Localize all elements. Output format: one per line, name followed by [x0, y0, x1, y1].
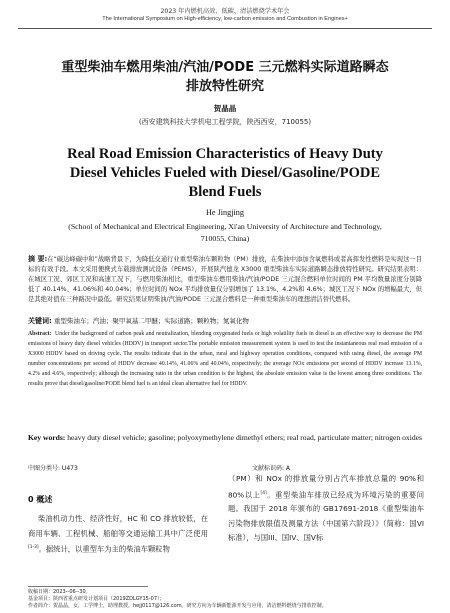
abstract-en-text: Under the background of carbon peak and neutralization, blending oxygenated fuels or high volatility fuels in diesel is an effective way to decrease the PM emissions of heavy duty diesel vehicles (HDDV) in transport sector.The portable emission measurement system is used to test the instantaneous real road emission of a X3000 HDDV based on driving cycle. The results indicate that in the urban, rural and highway operation conditions, compared with using diesel, the average PM number concentrations per second of HDDV decrease 40.14%, 41.06% and 40.04%, respectively; the average NOx emissions per second of HDDV increase 13.1%, 4.2% and 4.6%, respectively; although the increasing ratio in the urban condition is the highest, the absolute emission value is the lowest among three conditions. The results prove that diesel/gasoline/PODE blend fuel is an ideal clean alternative fuel for HDDV. [28, 331, 422, 387]
clc-number: 中图分类号: U473 [28, 465, 78, 472]
title-cn [60, 58, 390, 96]
body-left-tail: 。据统计，以重型车为主的柴油车颗粒物 [38, 544, 170, 554]
body-right-tail: 。重型柴油车排放已经成为环境污染的重要问题。我国于 2018 年颁布的 GB17691-2018《重型柴油车污染物排放限值及测量方法（中国第六阶段）》（简称：国VI标准），与国III、国IV、国V标 [228, 489, 424, 543]
header-rule [18, 28, 432, 29]
affiliation-en-line1: (School of Mechanical and Electrical Engineering, Xi'an University of Architecture and Technology, [68, 222, 382, 231]
affiliation-cn: (西安建筑科技大学机电工程学院，陕西西安，710055) [138, 118, 312, 126]
citation-right: [4] [260, 490, 267, 496]
footnote-author: 作者简介：贺晶晶，女，工学博士，助理教授，hejj0117@126.com。研究方向为车辆新能源开发与应用，清洁燃料燃烧与排放控制。 [28, 603, 327, 609]
body-column-right [228, 472, 424, 546]
keywords-en [28, 432, 422, 444]
author-en: He Jingjing [206, 208, 244, 217]
body-left-text: 柴油机动力性、经济性好，HC 和 CO 排放较低，在商用车辆、工程机械、船舶等交通运输工具中广泛使用 [28, 514, 208, 538]
section-heading: 0 概述 [28, 495, 53, 504]
title-en-line3: Blend Fuels [188, 184, 262, 200]
document-code: 文献标识码: A [252, 465, 291, 472]
abstract-en [28, 330, 422, 389]
abstract-en-label: Abstract: [28, 331, 52, 337]
title-en-line2: Diesel Vehicles Fueled with Diesel/Gasoline/PODE [69, 165, 381, 181]
keywords-cn-text: 重型柴油车；汽油；聚甲氧基二甲醚；实际道路；颗粒物；氮氧化物 [53, 317, 249, 325]
citation-left: [1-3] [28, 545, 39, 550]
footnote-rule [28, 586, 148, 587]
body-column-left [28, 512, 208, 557]
keywords-cn-label: 关键词: [28, 317, 52, 325]
abstract-cn [28, 254, 422, 305]
author-cn: 贺晶晶 [213, 104, 237, 113]
title-en [50, 145, 400, 202]
keywords-cn [28, 316, 422, 326]
title-en-line1: Real Road Emission Characteristics of Heavy Duty [67, 146, 383, 162]
conference-header-en: The International Symposium on High-efficiency, low-carbon emission and Combustion in Engines+ [102, 16, 348, 22]
affiliation-en [40, 221, 410, 245]
title-cn-line1: 重型柴油车燃用柴油/汽油/PODE 三元燃料实际道路瞬态 [61, 60, 389, 75]
abstract-cn-text: 在“碳达峰碳中和”战略背景下，为降低交通行业重型柴油车颗粒物（PM）排放，在柴油中添加含氧燃料或者高挥发性燃料是实现这一目标的有效手段。本文采用便携式车载排放测试设备（PEMS），开展陕汽德龙 X3000 重型柴油车实际道路瞬态排放特性研究。研究结果表明：在城区工况、郊区工况和高速工况下，与燃用柴油相比，重型柴油车燃用柴油/汽油/PODE 三元混合燃料单位时间的 PM 平均数量浓度分别降低了 40.14%、41.06%和 40.04%；单位时间的 NOx 平均排放量仅分别增加了 13.1%、4.2%和 4.6%；城区工况下 NOx 的增幅最大，但是其绝对值在三种路况中最低。研究结果证明柴油/汽油/PODE 三元混合燃料是一种重型柴油车的理想清洁替代燃料。 [28, 256, 422, 303]
footnote-fund: 基金项目：陕西省重点研发计划项目（2019ZDLGY15-07）； [28, 596, 165, 602]
abstract-cn-label: 摘 要: [28, 255, 48, 263]
body-right-text: （PM）和 NOx 的排放量分别占汽车排放总量的 90%和 80%以上 [228, 474, 424, 499]
classification-line [28, 463, 422, 472]
conference-header-cn: 2023 年内燃机高效、低碳、清洁燃烧学术年会 [160, 8, 290, 15]
keywords-en-text: heavy duty diesel vehicle; gasoline; polyoxymethylene dimethyl ethers; real road, particulate matter; nitrogen oxides [67, 433, 422, 442]
affiliation-en-line2: 710055, China) [200, 234, 250, 243]
footnote-received: 收稿日期：2023--06--30。 [28, 589, 91, 595]
title-cn-line2: 排放特性研究 [185, 79, 264, 94]
keywords-en-label: Key words: [28, 433, 66, 442]
